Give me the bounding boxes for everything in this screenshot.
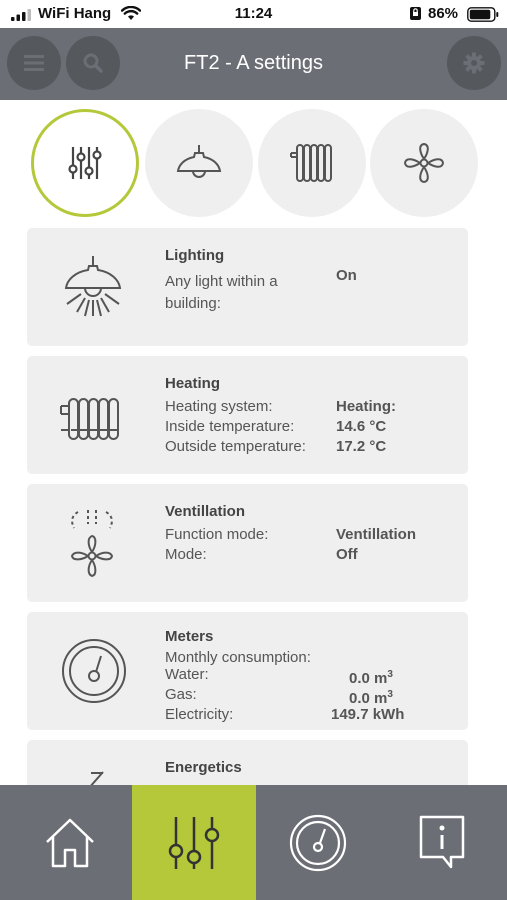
ventilation-title: Ventillation	[165, 503, 246, 520]
status-bar	[0, 0, 507, 28]
mode-value: Off	[336, 546, 358, 563]
inside-temperature-label: Inside temperature:	[165, 418, 295, 435]
monthly-consumption-label: Monthly consumption:	[165, 649, 311, 666]
water-amount: 0.0 m	[349, 670, 388, 687]
sliders-icon	[164, 813, 224, 873]
battery-percent: 86%	[428, 5, 459, 22]
radiator-icon	[57, 396, 129, 442]
carrier-name: WiFi Hang	[38, 5, 112, 22]
meters-title: Meters	[165, 628, 214, 645]
outside-temperature-label: Outside temperature:	[165, 438, 306, 455]
nav-home[interactable]	[8, 785, 132, 900]
electricity-value: 149.7 kWh	[331, 706, 405, 723]
lighting-card[interactable]	[27, 228, 468, 346]
orientation-lock-icon	[409, 6, 422, 21]
gas-label: Gas:	[165, 686, 197, 703]
search-button[interactable]	[66, 36, 120, 90]
mode-label: Mode:	[165, 546, 207, 563]
home-icon	[43, 816, 97, 870]
gas-unit-exponent: 3	[387, 689, 393, 700]
lighting-description-1: Any light within a	[165, 273, 278, 290]
outside-temperature-value: 17.2 °C	[336, 438, 387, 455]
function-mode-value: Ventillation	[336, 526, 417, 543]
heating-title: Heating	[165, 375, 221, 392]
gear-icon	[462, 51, 486, 75]
water-unit-exponent: 3	[387, 669, 393, 680]
menu-button[interactable]	[7, 36, 61, 90]
heating-system-value: Heating:	[336, 398, 396, 415]
sliders-icon	[65, 143, 105, 183]
page-title: FT2 - A settings	[184, 52, 323, 74]
tab-heating[interactable]	[258, 109, 366, 217]
heating-system-label: Heating system:	[165, 398, 273, 415]
clock: 11:24	[234, 5, 273, 22]
nav-meters[interactable]	[256, 785, 380, 900]
gauge-icon	[289, 814, 347, 872]
water-label: Water:	[165, 666, 209, 683]
settings-button[interactable]	[447, 36, 501, 90]
ventilation-card[interactable]	[27, 484, 468, 602]
electricity-label: Electricity:	[165, 706, 234, 723]
nav-settings[interactable]	[132, 785, 256, 900]
lighting-title: Lighting	[165, 247, 225, 264]
tab-all[interactable]	[31, 109, 139, 217]
search-icon	[82, 52, 104, 74]
app-bar	[0, 28, 507, 100]
tab-lighting[interactable]	[145, 109, 253, 217]
ventilation-fan-icon	[61, 506, 127, 578]
menu-icon	[23, 53, 45, 73]
gauge-icon	[61, 638, 127, 704]
heating-card[interactable]	[27, 356, 468, 474]
function-mode-label: Function mode:	[165, 526, 269, 543]
info-icon	[417, 813, 467, 873]
lamp-icon	[174, 143, 224, 183]
gas-amount: 0.0 m	[349, 690, 388, 707]
battery-icon	[467, 7, 499, 22]
fan-icon	[402, 141, 446, 185]
lighting-description-2: building:	[165, 295, 221, 312]
meters-card[interactable]	[27, 612, 468, 730]
radiator-icon	[289, 141, 335, 185]
ceiling-light-icon	[57, 254, 129, 320]
tab-ventilation[interactable]	[370, 109, 478, 217]
energetics-title: Energetics	[165, 759, 242, 776]
inside-temperature-value: 14.6 °C	[336, 418, 387, 435]
lighting-status: On	[336, 267, 357, 284]
bottom-navigation	[0, 785, 507, 900]
nav-info[interactable]	[380, 785, 504, 900]
